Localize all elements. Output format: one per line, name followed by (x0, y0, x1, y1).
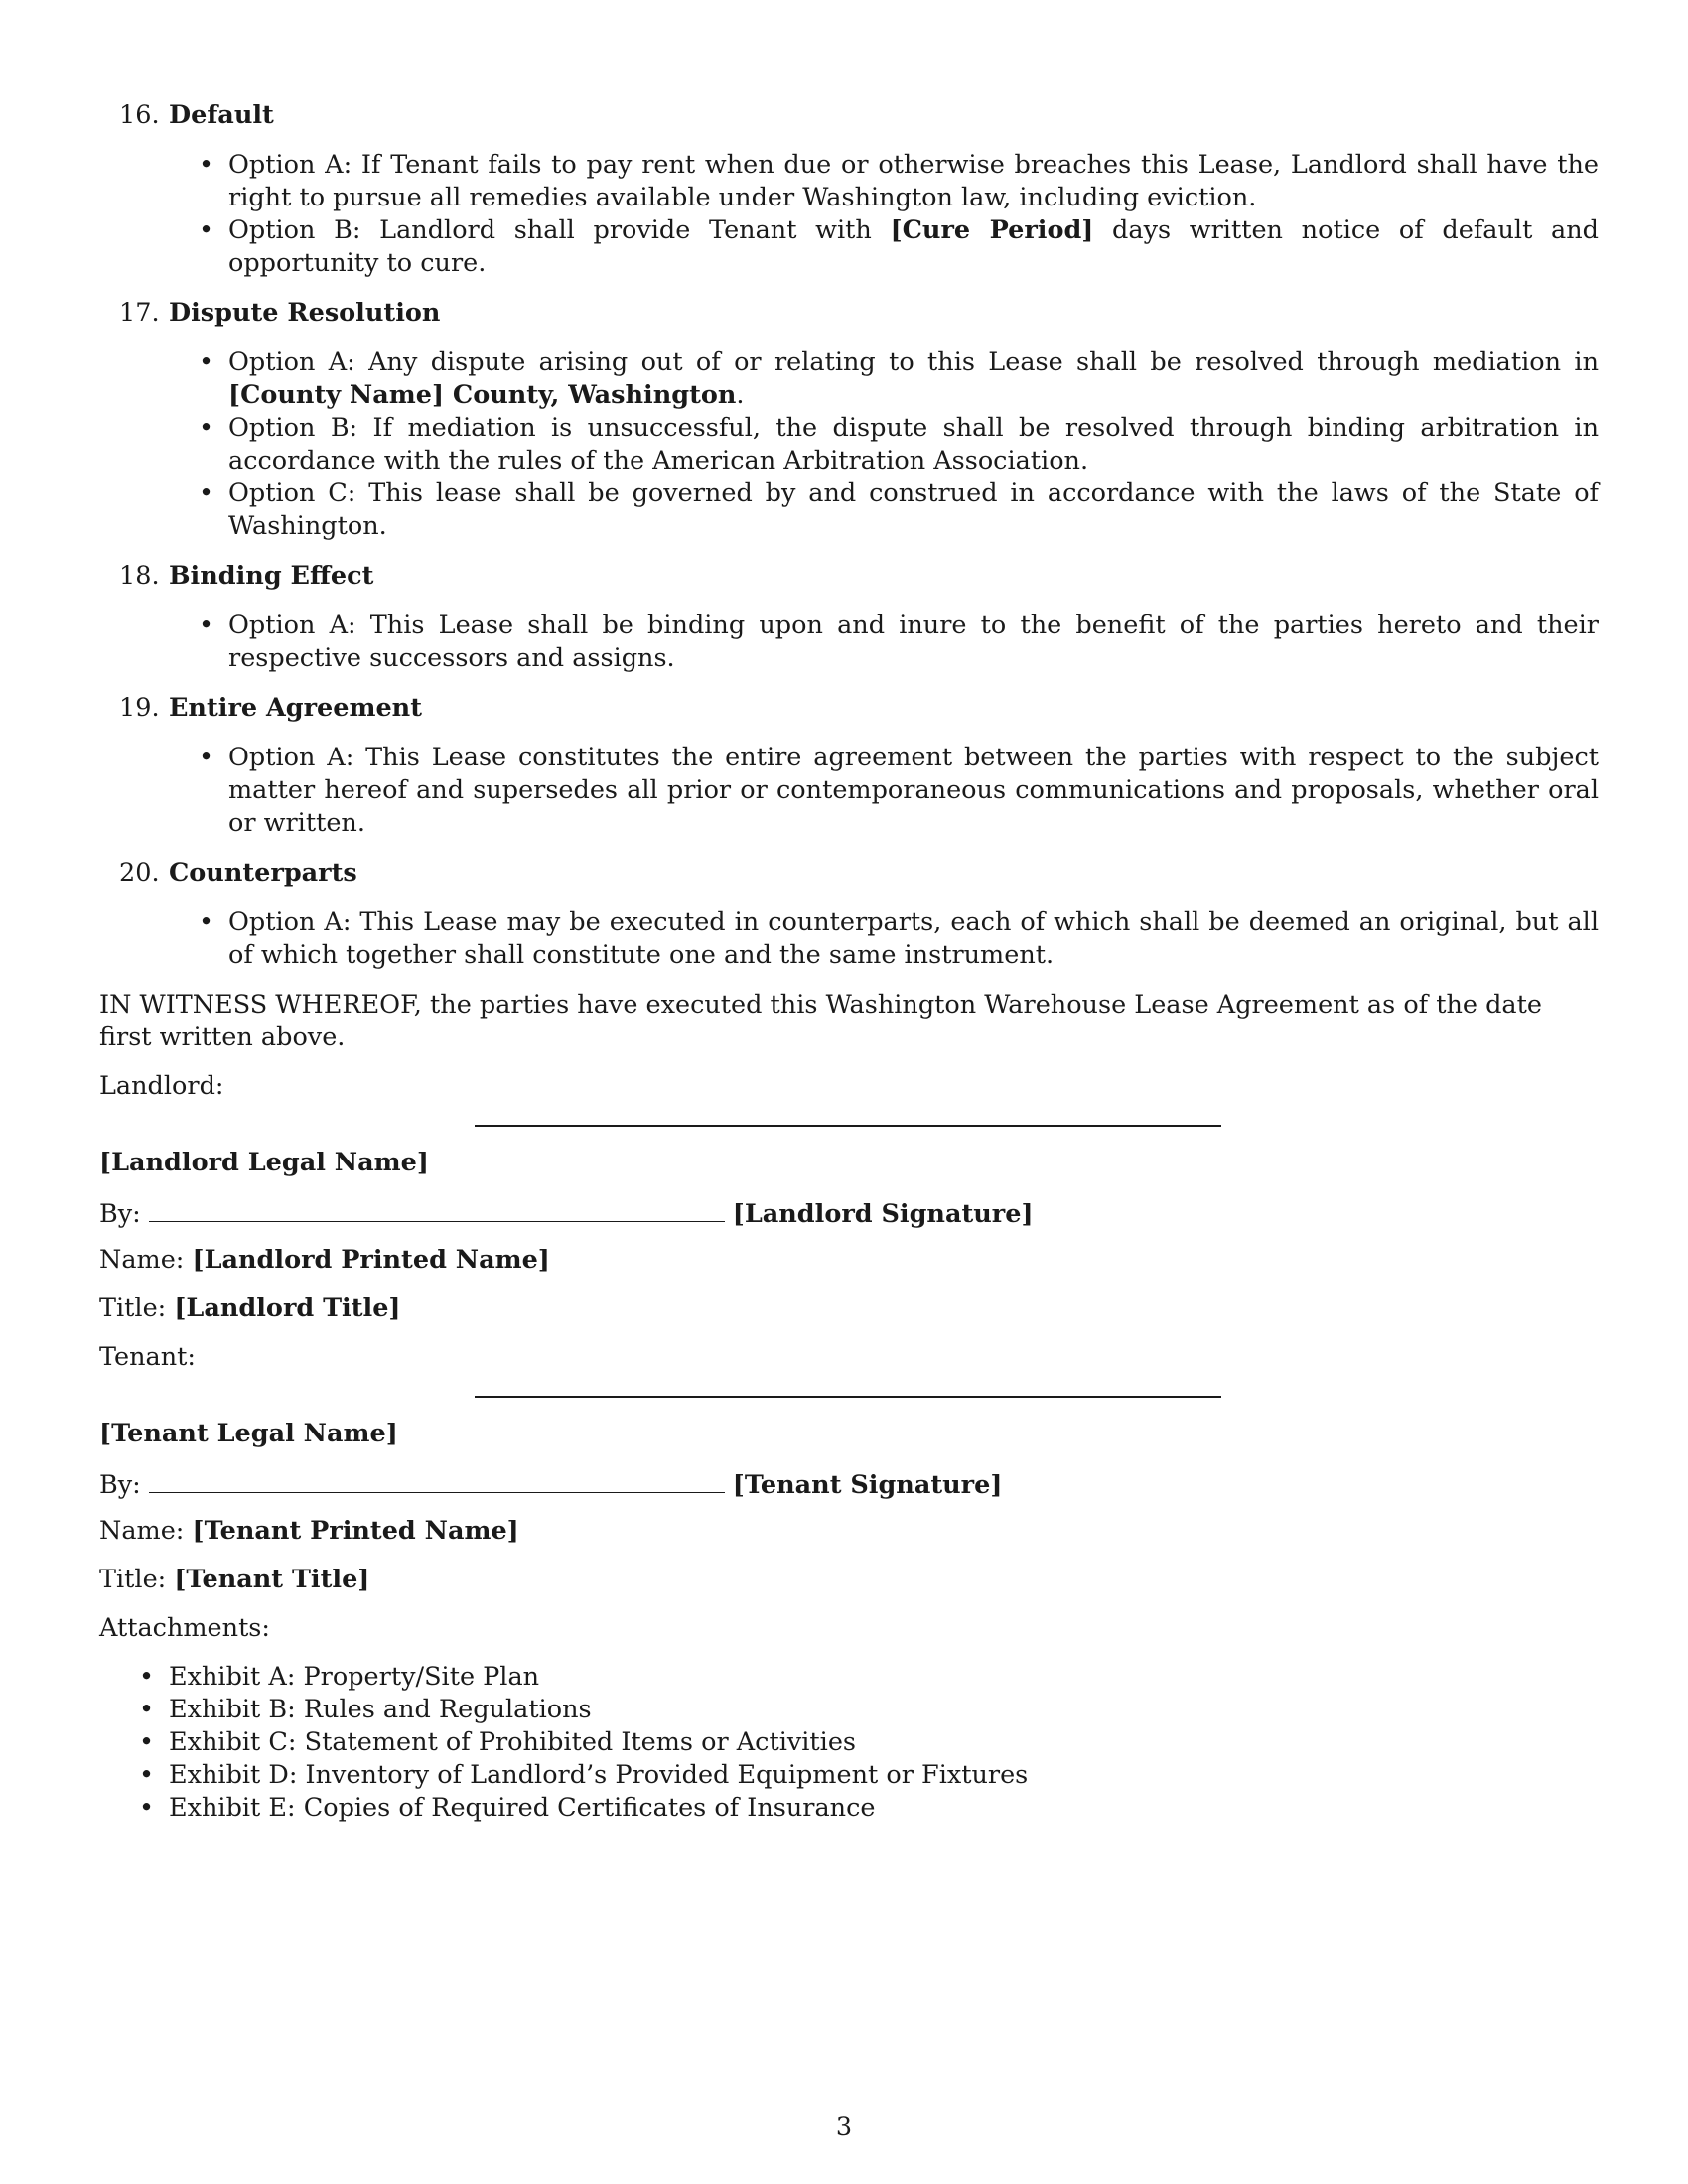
attachment-item: • Exhibit B: Rules and Regulations (99, 1694, 1589, 1726)
option-text: Option A: This Lease shall be binding upon and inure to the benefit of the parties hereto and their respective successors and assigns. (228, 611, 1599, 673)
lease-sections (99, 99, 1599, 972)
landlord-name-row (99, 1244, 1589, 1277)
tenant-by-label: By: (99, 1470, 141, 1500)
landlord-title: [Landlord Title] (174, 1294, 401, 1323)
landlord-title-row (99, 1293, 1589, 1325)
option-item (99, 906, 1599, 972)
option-list (99, 346, 1599, 543)
option-text: Option A: This Lease constitutes the entire agreement between the parties with respect to the subject matter hereof and supersedes all prior or contemporaneous communications and proposals, whether oral or written. (228, 743, 1599, 838)
section-19 (99, 692, 1599, 840)
tenant-label: Tenant: (99, 1342, 197, 1372)
tenant-title: [Tenant Title] (174, 1565, 370, 1594)
landlord-printed-name: [Landlord Printed Name] (192, 1245, 550, 1275)
option-text: Option B: Landlord shall provide Tenant with (228, 215, 891, 245)
tenant-signature-block (99, 1341, 1589, 1596)
option-item (99, 478, 1599, 543)
section-20 (99, 857, 1599, 972)
tenant-title-row (99, 1564, 1589, 1596)
option-item (99, 214, 1599, 280)
section-18 (99, 560, 1599, 675)
option-item (99, 346, 1599, 412)
option-text: days written notice of default and opportunity to cure. (228, 215, 1599, 278)
tenant-by-underline[interactable] (149, 1466, 725, 1493)
section-number: 20. (119, 858, 160, 887)
option-list (99, 610, 1599, 675)
section-heading (99, 857, 1589, 889)
section-17 (99, 297, 1599, 543)
section-heading (99, 99, 1589, 132)
option-item (99, 412, 1599, 478)
tenant-printed-name: [Tenant Printed Name] (192, 1516, 519, 1546)
option-text: Option B: If mediation is unsuccessful, the dispute shall be resolved through binding arbitration in accordance with the rules of the American Arbitration Association. (228, 413, 1599, 476)
section-heading (99, 692, 1589, 725)
option-text: Option A: Any dispute arising out of or relating to this Lease shall be resolved through mediation in (228, 347, 1599, 377)
option-text: Option A: This Lease may be executed in counterparts, each of which shall be deemed an original, but all of which together shall constitute one and the same instrument. (228, 907, 1599, 970)
attachment-item: • Exhibit C: Statement of Prohibited Items or Activities (99, 1726, 1589, 1759)
placeholder-field: [Cure Period] (890, 215, 1094, 245)
section-number: 18. (119, 561, 160, 591)
section-title: Binding Effect (169, 561, 374, 591)
section-title: Dispute Resolution (169, 298, 441, 328)
attachment-item: • Exhibit A: Property/Site Plan (99, 1661, 1589, 1694)
landlord-by-row (99, 1195, 1589, 1228)
witness-paragraph: IN WITNESS WHEREOF, the parties have executed this Washington Warehouse Lease Agreement as of the date first written above. (99, 990, 1542, 1052)
option-item (99, 149, 1599, 214)
tenant-legal-name: [Tenant Legal Name] (99, 1419, 398, 1448)
page-number: 3 (835, 2113, 853, 2142)
section-16 (99, 99, 1599, 280)
landlord-title-label: Title: (99, 1294, 167, 1323)
landlord-label: Landlord: (99, 1071, 224, 1101)
section-title: Default (169, 100, 274, 130)
landlord-legal-name: [Landlord Legal Name] (99, 1148, 429, 1177)
landlord-by-label: By: (99, 1199, 141, 1229)
section-title: Entire Agreement (169, 693, 422, 723)
tenant-name-row (99, 1515, 1589, 1548)
section-number: 16. (119, 100, 160, 130)
option-item (99, 742, 1599, 840)
attachments-label: Attachments: (99, 1613, 270, 1643)
section-title: Counterparts (169, 858, 357, 887)
section-heading (99, 560, 1589, 593)
tenant-name-label: Name: (99, 1516, 185, 1546)
section-number: 17. (119, 298, 160, 328)
tenant-by-row (99, 1466, 1589, 1499)
landlord-signature-placeholder: [Landlord Signature] (732, 1199, 1034, 1229)
option-list (99, 742, 1599, 840)
placeholder-field: [County Name] County, Washington (228, 380, 737, 410)
attachment-item: • Exhibit D: Inventory of Landlord’s Provided Equipment or Fixtures (99, 1759, 1589, 1792)
option-text: Option C: This lease shall be governed by and construed in accordance with the laws of the State of Washington. (228, 478, 1599, 541)
option-text: Option A: If Tenant fails to pay rent when due or otherwise breaches this Lease, Landlord shall have the right to pursue all remedies available under Washington law, including eviction. (228, 150, 1599, 212)
document-page (99, 99, 1599, 1825)
attachments-list (99, 1661, 1589, 1825)
option-list (99, 149, 1599, 280)
landlord-name-label: Name: (99, 1245, 185, 1275)
section-heading (99, 297, 1589, 330)
option-list (99, 906, 1599, 972)
tenant-signature-line (475, 1396, 1221, 1398)
tenant-signature-placeholder: [Tenant Signature] (732, 1470, 1003, 1500)
landlord-by-underline[interactable] (149, 1195, 725, 1222)
option-text: . (736, 380, 745, 410)
attachment-item: • Exhibit E: Copies of Required Certificates of Insurance (99, 1792, 1589, 1825)
section-number: 19. (119, 693, 160, 723)
landlord-signature-block (99, 1070, 1589, 1325)
landlord-signature-line (475, 1125, 1221, 1127)
tenant-title-label: Title: (99, 1565, 167, 1594)
option-item (99, 610, 1599, 675)
